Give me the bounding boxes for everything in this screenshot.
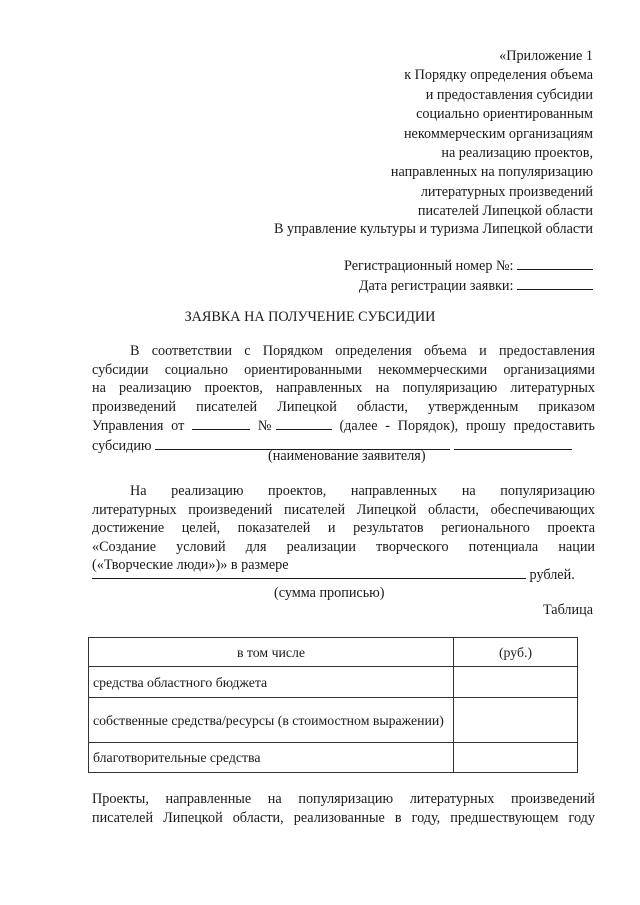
appendix-line: некоммерческим организациям: [403, 125, 593, 142]
table-row: [89, 743, 578, 773]
table-label: Таблица: [542, 602, 593, 618]
registration-date-field[interactable]: [517, 276, 593, 290]
paragraph-amount: [92, 482, 595, 575]
document-title: ЗАЯВКА НА ПОЛУЧЕНИЕ СУБСИДИИ: [184, 309, 436, 325]
table-row: [89, 698, 578, 743]
table-cell-label: благотворительные средства: [89, 743, 454, 773]
text-line: достижение целей, показателей и результатов регионального проекта: [92, 520, 595, 537]
table-header-row: [89, 638, 578, 667]
text-line: На реализацию проектов, направленных на популяризацию: [130, 483, 595, 499]
funding-table: [88, 637, 578, 773]
paragraph-projects: [92, 790, 595, 827]
text-line: писателей Липецкой области, реализованные в году, предшествующем году: [92, 809, 595, 826]
sum-line: [92, 565, 595, 585]
order-number-field[interactable]: [276, 416, 332, 430]
registration-date-label: Дата регистрации заявки:: [358, 278, 514, 294]
text-line: В соответствии с Порядком определения объема и предоставления: [130, 343, 595, 359]
registration-date-row: [344, 276, 593, 296]
appendix-line: «Приложение 1: [499, 48, 593, 64]
appendix-line: писателей Липецкой области: [417, 203, 593, 220]
table-cell-label: средства областного бюджета: [89, 667, 454, 698]
sum-in-words-field[interactable]: [92, 565, 526, 579]
appendix-line: направленных на популяризацию: [390, 164, 593, 181]
table-header-cell: в том числе: [89, 638, 454, 667]
registration-block: [344, 256, 593, 296]
registration-number-label: Регистрационный номер №:: [344, 258, 514, 274]
text-line: на реализацию проектов, направленных на популяризацию литературных: [92, 380, 595, 397]
text-line: Управления от № (далее - Порядок), прошу предоставить: [92, 418, 596, 435]
addressee: В управление культуры и туризма Липецкой области: [273, 221, 593, 237]
table-row: [89, 667, 578, 698]
text-line: («Творческие люди»)» в размере: [92, 557, 289, 574]
appendix-line: на реализацию проектов,: [441, 145, 593, 162]
appendix-header: [391, 47, 593, 222]
appendix-line: к Порядку определения объема: [404, 67, 593, 84]
appendix-line: литературных произведений: [420, 183, 593, 200]
text-line: Проекты, направленные на популяризацию литературных произведений: [92, 791, 595, 807]
table-cell-label: собственные средства/ресурсы (в стоимостном выражении): [89, 698, 454, 743]
table-header-cell: (руб.): [454, 638, 578, 667]
text-line: «Создание условий для реализации творческого потенциала нации: [92, 538, 595, 555]
table-cell-value[interactable]: [454, 698, 578, 743]
applicant-name-caption: (наименование заявителя): [268, 448, 426, 464]
appendix-line: и предоставления субсидии: [425, 86, 593, 103]
table-cell-value[interactable]: [454, 743, 578, 773]
table-cell-value[interactable]: [454, 667, 578, 698]
text-line: произведений писателей Липецкой области, утвержденным приказом: [92, 398, 595, 415]
registration-number-field[interactable]: [517, 256, 593, 270]
text-line: литературных произведений писателей Липецкой области, обеспечивающих: [92, 501, 595, 518]
text-line: субсидию: [92, 436, 595, 456]
text-line: субсидии социально ориентированными некоммерческими организациями: [92, 361, 595, 378]
paragraph-request: [92, 342, 595, 456]
appendix-line: социально ориентированным: [416, 106, 593, 123]
applicant-name-field-extra[interactable]: [454, 436, 572, 450]
sum-caption: (сумма прописью): [274, 585, 385, 601]
order-date-field[interactable]: [192, 416, 250, 430]
registration-number-row: [344, 256, 593, 276]
currency-suffix: рублей.: [529, 567, 575, 583]
